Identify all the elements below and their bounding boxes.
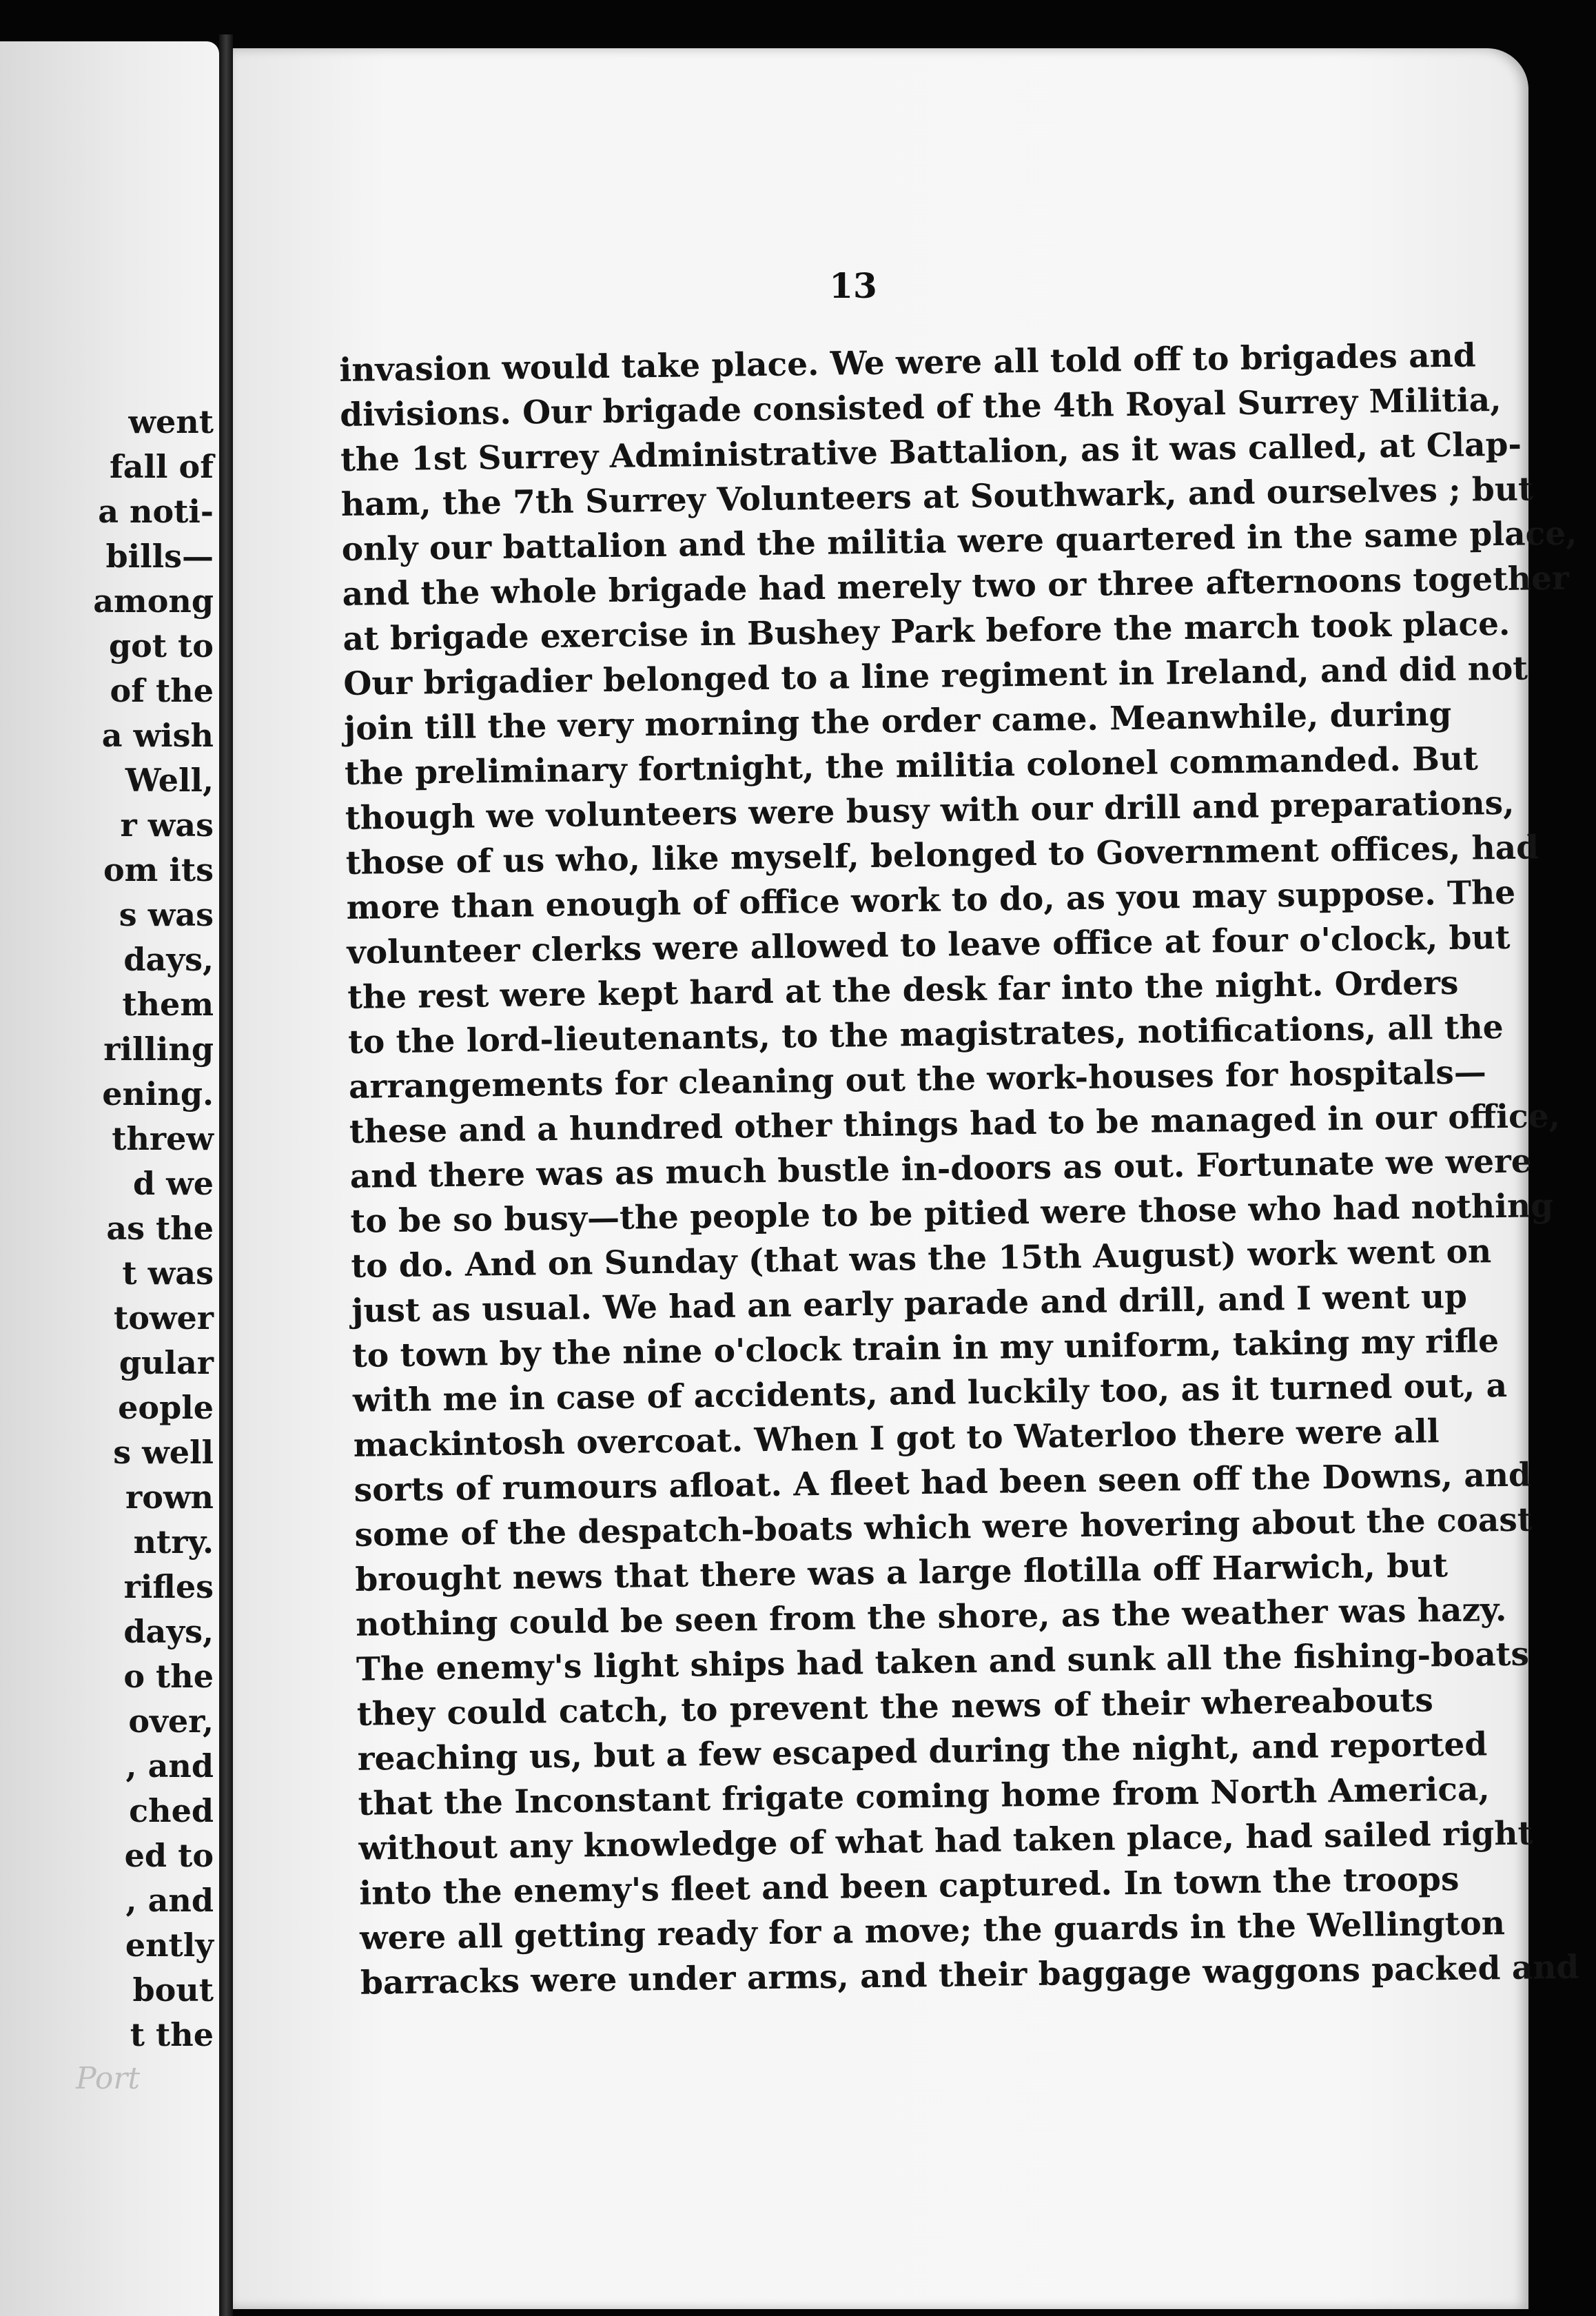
- text-line: volunteer clerks were allowed to leave office at four o'clock, but: [347, 918, 1511, 972]
- text-line: to do. And on Sunday (that was the 15th August) work went on: [351, 1232, 1492, 1286]
- facing-page-line: gular: [119, 1344, 214, 1381]
- body-text: [339, 334, 1579, 2006]
- text-line: more than enough of office work to do, as you may suppose. The: [346, 873, 1516, 927]
- facing-page-line: om its: [103, 851, 214, 888]
- text-line: The enemy's light ships had taken and sunk all the fishing-boats: [356, 1635, 1530, 1689]
- facing-page-line: among: [93, 582, 214, 620]
- text-line: reaching us, but a few escaped during the night, and reported: [357, 1725, 1488, 1778]
- text-line: these and a hundred other things had to be managed in our office,: [349, 1097, 1561, 1151]
- text-line: they could catch, to prevent the news of their whereabouts: [356, 1681, 1434, 1734]
- facing-page-line: ntry.: [133, 1523, 214, 1561]
- text-line: and there was as much bustle in-doors as out. Fortunate we were: [349, 1142, 1533, 1196]
- facing-page-line: rifles: [123, 1568, 214, 1605]
- book-gutter: [219, 34, 233, 2316]
- facing-page-line: days,: [123, 941, 214, 978]
- facing-page-line: got to: [108, 627, 214, 664]
- facing-page-text: [0, 400, 214, 2058]
- text-line: join till the very morning the order came. Meanwhile, during: [343, 695, 1452, 748]
- facing-page-line: ently: [125, 1927, 214, 1964]
- text-line: mackintosh overcoat. When I got to Waterloo there were all: [353, 1412, 1440, 1465]
- facing-page-line: eople: [118, 1389, 214, 1426]
- facing-page-line: a noti-: [98, 493, 214, 530]
- text-line: into the enemy's fleet and been captured. In town the troops: [358, 1860, 1460, 1913]
- facing-page-line: rown: [125, 1479, 214, 1516]
- text-line: invasion would take place. We were all told off to brigades and: [339, 336, 1476, 389]
- text-line: Our brigadier belonged to a line regiment in Ireland, and did not: [343, 649, 1528, 703]
- facing-page-line: bills—: [105, 538, 214, 575]
- facing-page-line: ed to: [124, 1837, 214, 1874]
- facing-page-line: fall of: [109, 448, 214, 485]
- text-line: only our battalion and the militia were quartered in the same place,: [341, 514, 1577, 569]
- text-line: the rest were kept hard at the desk far into the night. Orders: [347, 964, 1459, 1017]
- facing-page-line: bout: [132, 1971, 214, 2009]
- text-line: barracks were under arms, and their baggage waggons packed and: [360, 1948, 1579, 2002]
- text-line: some of the despatch-boats which were hovering about the coast: [354, 1501, 1533, 1554]
- text-line: were all getting ready for a move; the guards in the Wellington: [359, 1904, 1506, 1958]
- facing-page-line: r was: [120, 806, 214, 844]
- facing-page-line: s well: [113, 1434, 214, 1471]
- facing-page-line: s was: [119, 896, 214, 933]
- facing-page-line: ening.: [102, 1075, 214, 1113]
- text-line: the 1st Surrey Administrative Battalion, as it was called, at Clap-: [340, 425, 1522, 479]
- text-line: without any knowledge of what had taken place, had sailed right: [358, 1814, 1533, 1868]
- facing-page-line: tower: [113, 1299, 214, 1337]
- text-line: to be so busy—the people to be pitied were those who had nothing: [350, 1187, 1554, 1241]
- text-line: arrangements for cleaning out the work-houses for hospitals—: [348, 1053, 1487, 1106]
- text-line: to the lord-lieutenants, to the magistrates, notifications, all the: [347, 1008, 1504, 1062]
- page-number: 13: [829, 265, 877, 306]
- text-line: nothing could be seen from the shore, as the weather was hazy.: [355, 1590, 1507, 1644]
- text-line: brought news that there was a large flotilla off Harwich, but: [355, 1547, 1449, 1599]
- facing-page-line: ched: [129, 1792, 214, 1829]
- text-line: the preliminary fortnight, the militia colonel commanded. But: [344, 740, 1479, 793]
- facing-page-line: , and: [125, 1882, 214, 1919]
- text-line: to town by the nine o'clock train in my uniform, taking my rifle: [351, 1322, 1500, 1375]
- facing-page-line: o the: [123, 1658, 214, 1695]
- text-line: with me in case of accidents, and luckily too, as it turned out, a: [352, 1366, 1508, 1420]
- text-line: though we volunteers were busy with our drill and preparations,: [345, 784, 1515, 837]
- facing-page-line: as the: [106, 1210, 214, 1247]
- text-line: sorts of rumours afloat. A fleet had been seen off the Downs, and: [354, 1456, 1532, 1510]
- facing-page-line: , and: [125, 1747, 214, 1785]
- text-line: divisions. Our brigade consisted of the 4th Royal Surrey Militia,: [339, 380, 1502, 434]
- facing-page-ghost-text: Port: [76, 2061, 141, 2096]
- text-line: just as usual. We had an early parade and drill, and I went up: [351, 1277, 1468, 1330]
- text-line: and the whole brigade had merely two or three afternoons together: [342, 559, 1570, 613]
- text-line: that the Inconstant frigate coming home from North America,: [358, 1770, 1491, 1823]
- facing-page: [0, 41, 219, 2316]
- facing-page-line: a wish: [101, 717, 214, 754]
- facing-page-line: went: [128, 403, 214, 440]
- text-line: ham, the 7th Surrey Volunteers at Southwark, and ourselves ; but: [340, 470, 1534, 524]
- facing-page-line: of the: [110, 672, 214, 709]
- facing-page-line: Well,: [125, 762, 214, 799]
- facing-page-line: t the: [130, 2016, 214, 2053]
- facing-page-line: them: [122, 986, 214, 1023]
- facing-page-line: days,: [123, 1613, 214, 1650]
- text-line: those of us who, like myself, belonged to Government offices, had: [345, 829, 1539, 882]
- facing-page-line: rilling: [103, 1030, 214, 1068]
- facing-page-line: t was: [122, 1254, 214, 1292]
- text-line: at brigade exercise in Bushey Park before the march took place.: [342, 605, 1511, 658]
- facing-page-line: d we: [132, 1165, 214, 1202]
- facing-page-line: threw: [112, 1120, 214, 1157]
- facing-page-line: over,: [128, 1703, 214, 1740]
